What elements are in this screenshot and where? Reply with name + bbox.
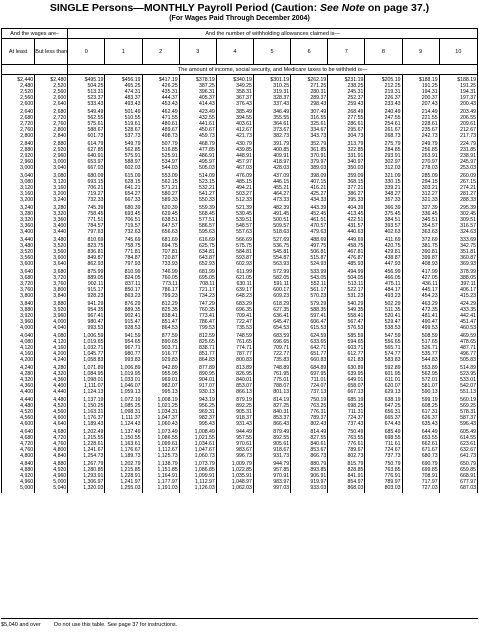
withholding-cell-1: 1,006.89 1,019.95 1,033.01 1,046.07 1,059.13 bbox=[105, 365, 142, 395]
at-least-cell: 4,640 4,680 4,720 4,760 4,800 bbox=[2, 429, 35, 459]
withholding-cell-3: 616.69 625.75 634.81 643.87 652.93 bbox=[179, 237, 216, 267]
withholding-cell-8: 750.79 763.85 776.91 789.97 803.03 bbox=[365, 461, 402, 491]
at-least-cell: 3,640 3,680 3,720 3,760 3,800 bbox=[2, 269, 35, 299]
at-least-cell: 4,440 4,480 4,520 4,560 4,600 bbox=[2, 397, 35, 427]
withholding-cell-3: 1,008.49 1,021.55 1,034.61 1,047.67 1,060.73 bbox=[179, 429, 216, 459]
withholding-cell-1: 501.49 510.55 519.61 528.67 537.73 bbox=[105, 109, 142, 139]
table-row-group bbox=[2, 429, 478, 459]
blank-header-cell bbox=[2, 65, 68, 75]
withholding-cell-6: 533.99 543.05 552.11 561.17 570.23 bbox=[291, 269, 328, 299]
withholding-cell-2: 507.79 516.85 525.91 534.97 544.03 bbox=[142, 141, 179, 171]
withholding-cell-4: 611.99 621.05 630.11 639.17 648.23 bbox=[216, 269, 253, 299]
withholding-cell-4: 385.49 394.55 403.61 412.67 421.73 bbox=[216, 109, 253, 139]
withholding-cell-10: 260.09 267.15 274.21 281.27 288.33 bbox=[439, 173, 477, 203]
withholding-cell-5: 572.99 582.05 591.11 600.17 609.23 bbox=[253, 269, 290, 299]
withholding-cell-2: 812.29 825.35 838.41 851.47 864.53 bbox=[142, 301, 179, 331]
but-less-than-cell: 3,480 3,520 3,560 3,600 3,640 bbox=[35, 237, 68, 267]
withholding-cell-4: 476.09 485.15 494.21 503.27 512.33 bbox=[216, 173, 253, 203]
withholding-cell-6: 307.49 316.55 325.61 334.67 343.73 bbox=[291, 109, 328, 139]
withholding-cell-3: 559.39 568.45 577.51 586.57 595.63 bbox=[179, 205, 216, 235]
withholding-cell-0: 1,006.59 1,019.65 1,032.71 1,045.77 1,058.83 bbox=[68, 333, 105, 363]
withholding-cell-10: 560.19 569.25 578.31 587.37 596.43 bbox=[439, 397, 477, 427]
withholding-cell-10: 224.79 231.85 238.91 245.97 253.03 bbox=[439, 141, 477, 171]
at-least-cell: $2,440 2,480 2,520 2,560 2,600 bbox=[2, 75, 35, 108]
at-least-header: At least bbox=[2, 39, 35, 65]
allowance-header-10: 10 bbox=[439, 39, 477, 65]
withholding-cell-1: 1,072.19 1,085.25 1,098.31 1,111.37 1,124.43 bbox=[105, 397, 142, 427]
allowance-header-2: 2 bbox=[142, 39, 179, 65]
withholding-cell-7: 268.49 277.55 286.61 295.67 304.73 bbox=[328, 109, 365, 139]
allowance-header-9: 9 bbox=[402, 39, 439, 65]
withholding-cell-5: 391.79 400.85 409.91 418.97 428.03 bbox=[253, 141, 290, 171]
withholding-cell-6: 624.59 633.65 642.71 651.77 660.83 bbox=[291, 333, 328, 363]
but-less-than-cell: $2,480 2,520 2,560 2,600 2,640 bbox=[35, 75, 68, 108]
withholding-cell-1: $456.19 465.25 474.31 483.37 493.43 bbox=[105, 75, 142, 108]
spacer-cell bbox=[328, 491, 365, 493]
withholding-cell-2: 681.69 694.75 707.81 720.87 733.93 bbox=[142, 237, 179, 267]
withholding-cell-9: 327.39 336.45 345.51 354.57 363.63 bbox=[402, 205, 439, 235]
spacer-cell bbox=[402, 491, 439, 493]
withholding-cell-5: 879.49 892.55 905.61 918.67 931.73 bbox=[253, 429, 290, 459]
at-least-cell: 4,840 4,880 4,920 4,960 5,000 bbox=[2, 461, 35, 491]
table-row-group bbox=[2, 461, 478, 491]
withholding-cell-3: 681.99 695.05 708.11 721.17 734.23 bbox=[179, 269, 216, 299]
table-row-group bbox=[2, 301, 478, 331]
withholding-cell-8: 502.29 511.35 520.41 529.47 538.53 bbox=[365, 301, 402, 331]
withholding-cell-4: 748.59 761.65 774.71 787.77 800.83 bbox=[216, 333, 253, 363]
withholding-cell-7: 359.09 368.15 377.21 386.27 395.33 bbox=[328, 173, 365, 203]
withholding-cell-10: 605.49 614.55 623.61 632.67 641.73 bbox=[439, 429, 477, 459]
withholding-cell-8: 411.69 420.75 429.81 438.87 447.93 bbox=[365, 237, 402, 267]
allowances-header: And the number of withholding allowances claimed is— bbox=[68, 29, 478, 39]
at-least-cell: 4,040 4,080 4,120 4,160 4,200 bbox=[2, 333, 35, 363]
withholding-cell-7: 750.49 763.55 776.61 789.67 802.73 bbox=[328, 429, 365, 459]
header-row-top bbox=[2, 29, 478, 39]
withholding-cell-0: 1,267.79 1,280.85 1,293.91 1,306.97 1,320.03 bbox=[68, 461, 105, 491]
withholding-cell-4: 430.79 439.85 448.91 457.97 467.03 bbox=[216, 141, 253, 171]
at-least-cell: 2,640 2,680 2,720 2,760 2,800 bbox=[2, 109, 35, 139]
but-less-than-cell: 4,880 4,920 4,960 5,000 5,040 bbox=[35, 461, 68, 491]
withholding-cell-9: 214.49 221.55 228.61 235.67 242.73 bbox=[402, 109, 439, 139]
withholding-cell-0: 941.29 954.35 967.41 980.47 993.53 bbox=[68, 301, 105, 331]
withholding-cell-1: 1,202.79 1,215.85 1,228.91 1,241.97 1,255.03 bbox=[105, 461, 142, 491]
withholding-cell-7: 494.99 504.05 513.11 522.17 531.23 bbox=[328, 269, 365, 299]
but-less-than-cell: 2,880 2,920 2,960 3,000 3,040 bbox=[35, 141, 68, 171]
but-less-than-cell: 4,080 4,120 4,160 4,200 4,240 bbox=[35, 333, 68, 363]
withheld-header: The amount of income, social security, and Medicare taxes to be withheld is— bbox=[68, 65, 478, 75]
header-row-withheld bbox=[2, 65, 478, 75]
withholding-cell-2: 1,138.79 1,151.85 1,164.91 1,177.97 1,191.03 bbox=[142, 461, 179, 491]
but-less-than-header: But less than bbox=[35, 39, 68, 65]
withholding-cell-0: 875.99 889.05 902.11 915.17 928.23 bbox=[68, 269, 105, 299]
allowance-header-0: 0 bbox=[68, 39, 105, 65]
but-less-than-cell: 4,480 4,520 4,560 4,600 4,640 bbox=[35, 397, 68, 427]
spacer-cell bbox=[179, 491, 216, 493]
table-footer bbox=[1, 618, 478, 631]
withholding-cell-4: 566.69 575.75 584.81 593.87 602.93 bbox=[216, 237, 253, 267]
withholding-cell-9: 372.69 381.75 390.81 399.87 408.93 bbox=[402, 237, 439, 267]
withholding-cell-3: 423.49 432.55 441.61 450.67 459.73 bbox=[179, 109, 216, 139]
spacer-cell bbox=[439, 491, 477, 493]
withholding-cell-7: $231.19 238.25 245.31 252.37 259.43 bbox=[328, 75, 365, 108]
withholding-cell-6: 488.69 497.75 506.81 515.87 524.93 bbox=[291, 237, 328, 267]
at-least-cell: 3,440 3,480 3,520 3,560 3,600 bbox=[2, 237, 35, 267]
allowance-header-3: 3 bbox=[179, 39, 216, 65]
withholding-cell-8: 275.79 284.85 293.91 302.97 312.03 bbox=[365, 141, 402, 171]
withholding-cell-0: 1,137.19 1,150.25 1,163.31 1,176.37 1,189.43 bbox=[68, 397, 105, 427]
withholding-cell-8: 638.19 647.25 656.31 665.37 674.43 bbox=[365, 397, 402, 427]
withholding-cell-2: 553.09 562.15 571.21 580.27 589.33 bbox=[142, 173, 179, 203]
at-least-cell: 2,840 2,880 2,920 2,960 3,000 bbox=[2, 141, 35, 171]
withholding-cell-9: 508.59 517.65 526.71 535.77 544.83 bbox=[402, 333, 439, 363]
withholding-cell-9: 463.29 472.35 481.41 490.47 499.53 bbox=[402, 301, 439, 331]
withholding-cell-10: 333.69 342.75 351.81 360.87 369.93 bbox=[439, 237, 477, 267]
but-less-than-cell: 4,680 4,720 4,760 4,800 4,840 bbox=[35, 429, 68, 459]
withholding-cell-0: 1,202.49 1,215.55 1,228.61 1,241.67 1,254.73 bbox=[68, 429, 105, 459]
withholding-cell-5: 437.09 446.15 455.21 464.27 473.33 bbox=[253, 173, 290, 203]
withholding-cell-1: 549.79 562.85 575.91 588.97 602.03 bbox=[105, 141, 142, 171]
withholding-cell-9: $188.19 191.25 194.31 200.37 207.43 bbox=[402, 75, 439, 108]
withholding-cell-6: 814.49 827.55 840.61 853.67 866.73 bbox=[291, 429, 328, 459]
but-less-than-cell: 3,080 3,120 3,160 3,200 3,240 bbox=[35, 173, 68, 203]
withholding-cell-5: 527.69 536.75 545.81 554.87 563.93 bbox=[253, 237, 290, 267]
spacer-cell bbox=[2, 491, 35, 493]
but-less-than-cell: 4,280 4,320 4,360 4,400 4,440 bbox=[35, 365, 68, 395]
allowance-header-7: 7 bbox=[328, 39, 365, 65]
spacer-cell bbox=[68, 491, 105, 493]
spacer-cell bbox=[216, 491, 253, 493]
withholding-cell-2: 620.39 629.45 638.51 647.57 656.63 bbox=[142, 205, 179, 235]
withholding-cell-6: 398.09 407.15 416.21 425.27 434.33 bbox=[291, 173, 328, 203]
withholding-cell-3: 943.19 956.25 969.31 982.37 995.43 bbox=[179, 397, 216, 427]
title-part-2: MONTHLY bbox=[143, 2, 195, 14]
withholding-cell-5: 814.19 827.25 840.31 853.37 866.43 bbox=[253, 397, 290, 427]
withholding-cell-7: 585.59 594.65 603.71 612.77 621.83 bbox=[328, 333, 365, 363]
table-row-group bbox=[2, 173, 478, 203]
table-row-group bbox=[2, 141, 478, 171]
header-row-columns bbox=[2, 39, 478, 65]
withholding-cell-6: 579.29 588.35 597.41 606.47 615.53 bbox=[291, 301, 328, 331]
table-row-group bbox=[2, 269, 478, 299]
withholding-table bbox=[1, 28, 478, 493]
spacer-cell bbox=[105, 491, 142, 493]
withholding-cell-6: 880.79 893.85 906.91 919.97 933.03 bbox=[291, 461, 328, 491]
withholding-cell-5: 618.29 627.35 636.41 645.47 654.53 bbox=[253, 301, 290, 331]
withholding-cell-4: 813.89 826.95 840.01 853.07 866.13 bbox=[216, 365, 253, 395]
withholding-cell-9: 417.99 427.05 436.11 445.17 454.23 bbox=[402, 269, 439, 299]
allowance-header-6: 6 bbox=[291, 39, 328, 65]
page-subtitle: (For Wages Paid Through December 2004) bbox=[169, 15, 310, 22]
at-least-cell: 4,240 4,280 4,320 4,360 4,400 bbox=[2, 365, 35, 395]
withholding-cell-1: 745.69 758.75 771.81 784.87 797.93 bbox=[105, 237, 142, 267]
withholding-cell-0: 810.69 823.75 836.81 849.87 862.93 bbox=[68, 237, 105, 267]
withholding-cell-7: 404.39 413.45 422.51 431.57 440.63 bbox=[328, 205, 365, 235]
but-less-than-cell: 3,880 3,920 3,960 4,000 4,040 bbox=[35, 301, 68, 331]
withholding-cell-8: 366.39 375.45 384.51 393.57 402.63 bbox=[365, 205, 402, 235]
withholding-cell-5: $301.19 310.25 319.31 328.37 337.43 bbox=[253, 75, 290, 108]
withholding-cell-8: 321.09 330.15 339.21 348.27 357.33 bbox=[365, 173, 402, 203]
table-row-group bbox=[2, 237, 478, 267]
withholding-cell-9: 553.89 562.95 572.01 581.07 590.13 bbox=[402, 365, 439, 395]
table-row-group bbox=[2, 397, 478, 427]
withholding-cell-3: 468.79 477.85 486.91 495.97 505.03 bbox=[179, 141, 216, 171]
but-less-than-cell: 2,680 2,720 2,760 2,800 2,840 bbox=[35, 109, 68, 139]
withholding-cell-10: 514.89 523.95 533.01 542.07 551.13 bbox=[439, 365, 477, 395]
withholding-cell-8: 685.49 698.55 711.61 724.67 737.73 bbox=[365, 429, 402, 459]
wages-header: And the wages are– bbox=[2, 29, 68, 39]
withholding-cell-4: 683.29 696.35 709.41 722.47 735.53 bbox=[216, 301, 253, 331]
withholding-cell-10: 295.39 302.45 309.51 316.57 324.63 bbox=[439, 205, 477, 235]
withholding-cell-7: 540.29 549.35 558.41 567.47 576.53 bbox=[328, 301, 365, 331]
at-least-cell: 3,840 3,880 3,920 3,960 4,000 bbox=[2, 301, 35, 331]
withholding-cell-9: 249.79 256.85 263.91 270.97 278.03 bbox=[402, 141, 439, 171]
title-part-1: SINGLE Persons— bbox=[49, 2, 144, 14]
spacer-cell bbox=[253, 491, 290, 493]
withholding-cell-3: $378.19 387.25 396.31 405.37 414.43 bbox=[179, 75, 216, 108]
spacer-cell bbox=[142, 491, 179, 493]
withholding-cell-2: $417.19 426.25 435.31 444.37 453.43 bbox=[142, 75, 179, 108]
withholding-cell-5: 482.39 491.45 500.51 509.57 518.63 bbox=[253, 205, 290, 235]
table-row-group bbox=[2, 365, 478, 395]
withholding-cell-5: 748.89 761.95 775.01 788.07 801.13 bbox=[253, 365, 290, 395]
withholding-cell-3: 812.59 825.65 838.71 851.77 864.83 bbox=[179, 333, 216, 363]
withholding-cell-8: 547.59 556.65 565.71 574.77 583.83 bbox=[365, 333, 402, 363]
withholding-cell-9: 644.49 653.55 662.61 671.67 680.73 bbox=[402, 429, 439, 459]
withholding-cell-1: 876.29 889.35 902.41 915.47 928.53 bbox=[105, 301, 142, 331]
withholding-cell-6: 750.19 763.25 776.31 789.37 802.43 bbox=[291, 397, 328, 427]
withholding-cell-6: $262.19 271.25 280.31 289.37 298.43 bbox=[291, 75, 328, 108]
withholding-cell-6: 443.39 452.45 461.51 470.57 479.63 bbox=[291, 205, 328, 235]
withholding-cell-4: $340.19 349.25 358.31 367.37 376.43 bbox=[216, 75, 253, 108]
at-least-cell: 3,240 3,280 3,320 3,360 3,400 bbox=[2, 205, 35, 235]
withholding-cell-5: 944.79 957.85 970.91 983.97 997.03 bbox=[253, 461, 290, 491]
withholding-cell-8: $205.19 212.25 219.31 226.37 233.43 bbox=[365, 75, 402, 108]
withholding-cell-7: 685.19 698.25 711.31 724.37 737.43 bbox=[328, 397, 365, 427]
withholding-cell-2: 746.99 760.05 773.11 786.17 799.23 bbox=[142, 269, 179, 299]
table-row-group bbox=[2, 109, 478, 139]
table-row-group bbox=[2, 75, 478, 108]
withholding-cell-2: 462.49 471.55 480.61 489.67 498.73 bbox=[142, 109, 179, 139]
withholding-cell-9: 285.09 294.15 303.21 312.27 321.33 bbox=[402, 173, 439, 203]
allowance-header-8: 8 bbox=[365, 39, 402, 65]
allowance-header-4: 4 bbox=[216, 39, 253, 65]
spacer-cell bbox=[35, 491, 68, 493]
withholding-cell-1: 941.59 954.65 967.71 980.77 993.83 bbox=[105, 333, 142, 363]
spacer-cell bbox=[291, 491, 328, 493]
allowance-header-5: 5 bbox=[253, 39, 290, 65]
withholding-cell-10: $188.19 191.25 194.31 197.37 200.43 bbox=[439, 75, 477, 108]
withholding-cell-4: 521.39 530.45 539.51 548.57 557.63 bbox=[216, 205, 253, 235]
title-part-4: See Note bbox=[320, 2, 365, 14]
band-spacer bbox=[2, 491, 478, 493]
withholding-cell-9: 599.19 608.25 617.31 626.37 635.43 bbox=[402, 397, 439, 427]
withholding-cell-0: $495.19 504.25 513.31 523.37 533.43 bbox=[68, 75, 105, 108]
withholding-cell-10: 469.59 478.65 487.71 496.77 505.83 bbox=[439, 333, 477, 363]
withholding-cell-1: 1,137.49 1,150.55 1,163.61 1,176.67 1,189.73 bbox=[105, 429, 142, 459]
withholding-cell-2: 877.59 890.65 903.71 916.77 929.83 bbox=[142, 333, 179, 363]
withholding-cell-2: 1,073.49 1,086.55 1,099.61 1,112.67 1,125.73 bbox=[142, 429, 179, 459]
withholding-cell-5: 683.59 696.65 709.71 722.77 735.83 bbox=[253, 333, 290, 363]
withholding-cell-9: 690.79 699.85 708.91 717.97 727.03 bbox=[402, 461, 439, 491]
withholding-cell-2: 942.89 955.95 969.01 982.07 995.13 bbox=[142, 365, 179, 395]
withholding-cell-6: 352.79 361.85 370.91 379.97 389.03 bbox=[291, 141, 328, 171]
table-row-group bbox=[2, 333, 478, 363]
withholding-cell-1: 680.39 693.45 706.51 719.57 732.63 bbox=[105, 205, 142, 235]
withholding-cell-3: 1,073.79 1,086.85 1,099.91 1,112.97 1,126.03 bbox=[179, 461, 216, 491]
withholding-cell-0: 745.39 758.45 771.51 784.57 797.63 bbox=[68, 205, 105, 235]
table-row-group bbox=[2, 205, 478, 235]
withholding-cell-5: 346.49 355.55 364.61 373.67 382.73 bbox=[253, 109, 290, 139]
spacer-cell bbox=[365, 491, 402, 493]
allowance-header-1: 1 bbox=[105, 39, 142, 65]
withholding-cell-0: 1,071.89 1,084.95 1,098.01 1,111.07 1,124.13 bbox=[68, 365, 105, 395]
withholding-cell-10: 378.99 388.05 397.11 406.17 415.23 bbox=[439, 269, 477, 299]
withholding-cell-6: 684.89 697.95 711.01 724.07 737.13 bbox=[291, 365, 328, 395]
withholding-cell-4: 1,009.79 1,022.85 1,035.91 1,048.97 1,062.03 bbox=[216, 461, 253, 491]
withholding-cell-0: 680.09 693.15 706.21 719.27 732.33 bbox=[68, 173, 105, 203]
withholding-cell-4: 944.49 957.55 970.61 983.67 996.73 bbox=[216, 429, 253, 459]
withholding-cell-7: 449.69 458.75 467.81 476.87 485.93 bbox=[328, 237, 365, 267]
at-least-cell: 3,040 3,080 3,120 3,160 3,200 bbox=[2, 173, 35, 203]
page-title bbox=[0, 2, 479, 14]
withholding-cell-0: 614.79 627.85 640.91 653.97 667.03 bbox=[68, 141, 105, 171]
withholding-cell-3: 514.09 523.15 532.21 541.27 550.33 bbox=[179, 173, 216, 203]
withholding-cell-8: 592.89 601.95 611.01 620.07 629.13 bbox=[365, 365, 402, 395]
withholding-cell-3: 747.29 760.35 773.41 786.47 799.53 bbox=[179, 301, 216, 331]
title-part-5: on page 37.) bbox=[364, 2, 430, 14]
footer-wage-range: $5,040 and over bbox=[1, 622, 41, 628]
withholding-cell-10: 203.49 206.55 209.61 212.67 217.73 bbox=[439, 109, 477, 139]
but-less-than-cell: 3,680 3,720 3,760 3,800 3,840 bbox=[35, 269, 68, 299]
withholding-cell-1: 810.99 824.05 837.11 850.17 863.23 bbox=[105, 269, 142, 299]
withholding-cell-1: 615.09 628.15 641.21 654.27 667.33 bbox=[105, 173, 142, 203]
withholding-cell-2: 1,008.19 1,021.25 1,034.31 1,047.37 1,060.43 bbox=[142, 397, 179, 427]
withholding-cell-7: 630.89 639.95 649.01 658.07 667.13 bbox=[328, 365, 365, 395]
withholding-cell-7: 815.79 828.85 841.91 854.97 868.03 bbox=[328, 461, 365, 491]
withholding-cell-10: 650.79 659.85 668.91 677.97 687.03 bbox=[439, 461, 477, 491]
title-part-3: Payroll Period (Caution: bbox=[194, 2, 321, 14]
withholding-cell-8: 240.49 247.55 254.61 261.67 268.73 bbox=[365, 109, 402, 139]
withholding-cell-7: 313.79 322.85 331.91 340.97 350.03 bbox=[328, 141, 365, 171]
footer-note: Do not use this table. See page 37 for instructions. bbox=[54, 622, 178, 628]
but-less-than-cell: 3,280 3,320 3,360 3,400 3,440 bbox=[35, 205, 68, 235]
withholding-cell-10: 424.29 433.35 442.41 451.47 460.53 bbox=[439, 301, 477, 331]
withholding-cell-0: 549.49 562.55 575.61 588.67 601.73 bbox=[68, 109, 105, 139]
withholding-cell-3: 877.89 890.95 904.01 917.07 930.13 bbox=[179, 365, 216, 395]
withholding-cell-8: 456.99 466.05 475.11 484.17 493.23 bbox=[365, 269, 402, 299]
withholding-cell-4: 879.19 892.25 905.31 918.37 931.43 bbox=[216, 397, 253, 427]
